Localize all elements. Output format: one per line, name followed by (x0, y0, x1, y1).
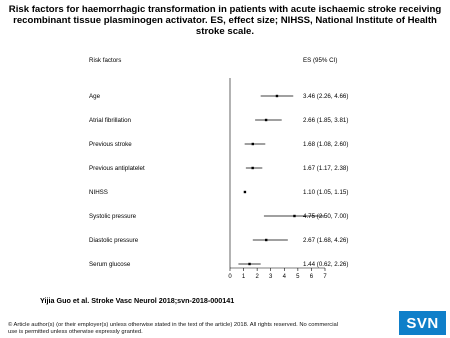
forest-plot (86, 50, 374, 289)
point-estimate (265, 119, 267, 121)
row-label: Previous antiplatelet (89, 165, 145, 172)
es-ci-value: 3.46 (2.26, 4.66) (303, 93, 349, 100)
svn-logo (399, 311, 446, 335)
logo-text: SVN (406, 314, 439, 332)
x-tick-label: 1 (241, 274, 246, 280)
es-ci-value: 1.67 (1.17, 2.38) (303, 165, 349, 172)
row-label: NIHSS (89, 189, 108, 196)
title-line: recombinant tissue plasminogen activator. ES, effect size; NIHSS, National Institute of Health (13, 15, 437, 26)
point-estimate (251, 167, 253, 169)
es-ci-value: 1.44 (0.62, 2.26) (303, 261, 349, 268)
row-label: Age (89, 93, 101, 100)
x-tick-label: 7 (323, 274, 327, 280)
x-tick-label: 5 (296, 274, 300, 280)
row-label: Systolic pressure (89, 213, 137, 220)
title-line: Risk factors for haemorrhagic transformation in patients with acute ischaemic stroke receiving (8, 4, 442, 15)
risk-factors-header: Risk factors (89, 57, 122, 64)
es-ci-value: 2.67 (1.68, 4.26) (303, 237, 349, 244)
point-estimate (244, 191, 246, 193)
row-label: Atrial fibrillation (89, 117, 131, 124)
x-tick-label: 2 (255, 274, 259, 280)
es-ci-value: 1.68 (1.08, 2.60) (303, 141, 349, 148)
row-label: Serum glucose (89, 261, 131, 268)
x-tick-label: 4 (282, 274, 286, 280)
citation: Yijia Guo et al. Stroke Vasc Neurol 2018;svn-2018-000141 (40, 296, 235, 305)
row-label: Diastolic pressure (89, 237, 139, 244)
x-tick-label: 0 (228, 274, 232, 280)
forest-plot-panel (86, 50, 374, 289)
row-label: Previous stroke (89, 141, 132, 148)
es-ci-header: ES (95% CI) (303, 57, 338, 64)
es-ci-value: 4.75 (2.50, 7.00) (303, 213, 349, 220)
figure-title (0, 4, 450, 37)
point-estimate (276, 95, 278, 97)
es-ci-value: 2.66 (1.85, 3.81) (303, 117, 349, 124)
point-estimate (252, 143, 254, 145)
point-estimate (265, 239, 267, 241)
es-ci-value: 1.10 (1.05, 1.15) (303, 189, 349, 196)
x-tick-label: 3 (269, 274, 273, 280)
title-line: stroke scale. (195, 26, 255, 37)
point-estimate (248, 263, 250, 265)
copyright-notice: © Article author(s) (or their employer(s) unless otherwise stated in the text of the article) 2018. All rights reserved. No commercial use is permitted unless otherwise expressly granted. (8, 322, 338, 335)
x-tick-label: 6 (309, 274, 314, 280)
point-estimate (293, 215, 295, 217)
